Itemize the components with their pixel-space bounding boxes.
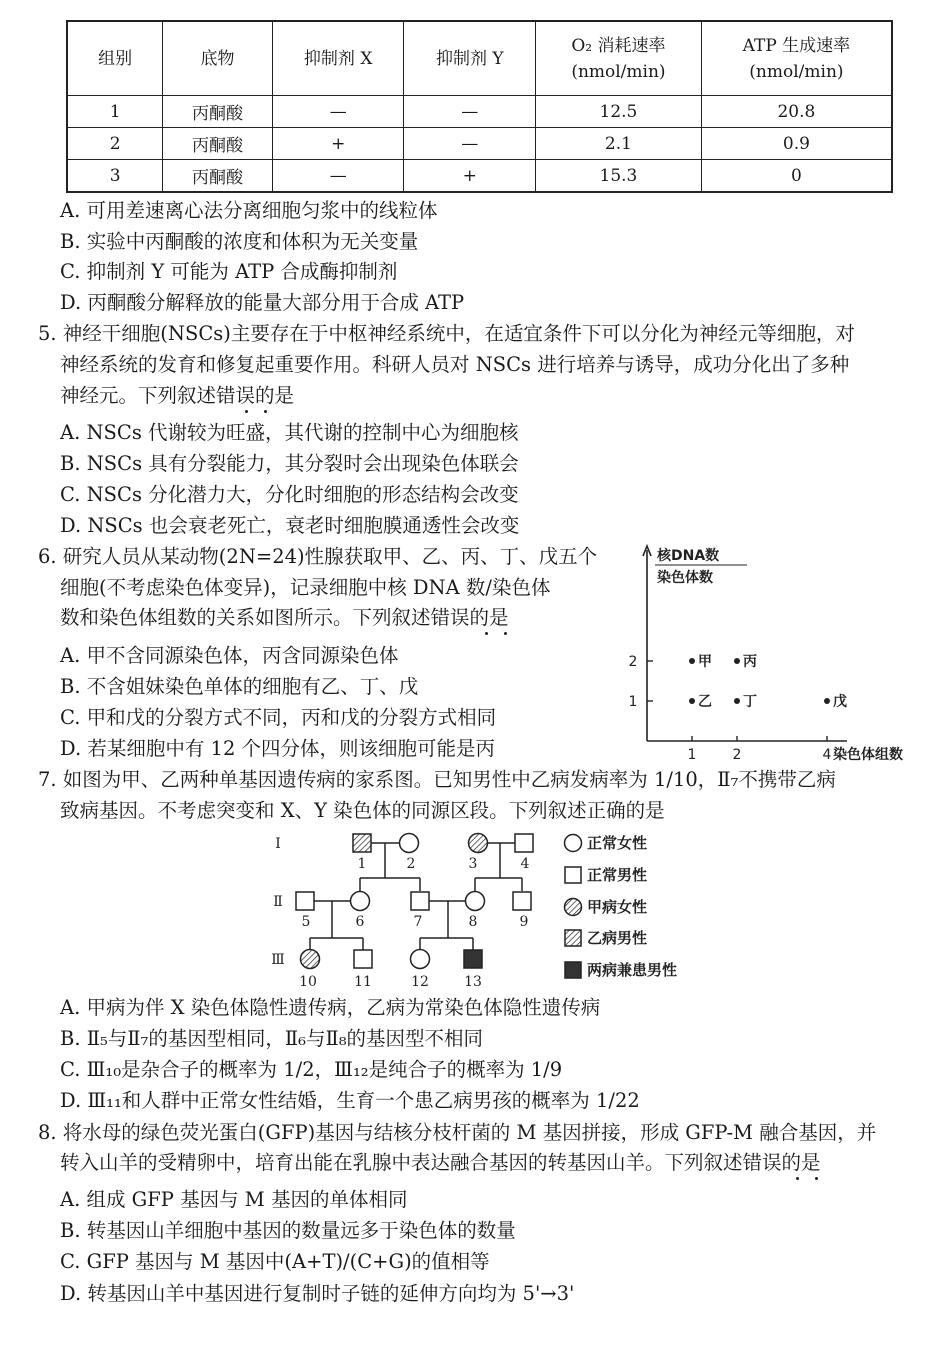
table-cell: 丙酮酸 bbox=[163, 128, 273, 160]
legend-normal-female-icon bbox=[565, 835, 582, 852]
table-cell: 丙酮酸 bbox=[163, 160, 273, 193]
table-cell: — bbox=[272, 160, 404, 193]
q8-stem-line1: 8. 将水母的绿色荧光蛋白(GFP)基因与结核分枝杆菌的 M 基因拼接，形成 GFP-M 融合基因，并 bbox=[38, 1121, 877, 1144]
individual-iii12 bbox=[411, 950, 430, 969]
legend-normal-male-icon bbox=[565, 867, 581, 883]
legend-label: 正常男性 bbox=[587, 866, 648, 884]
data-point bbox=[734, 658, 740, 664]
q7-option-c: C. Ⅲ₁₀是杂合子的概率为 1/2，Ⅲ₁₂是纯合子的概率为 1/9 bbox=[60, 1058, 563, 1081]
legend-both-diseases-male-icon bbox=[565, 962, 581, 978]
table-cell: 丙酮酸 bbox=[163, 96, 273, 128]
q5-option-a: A. NSCs 代谢较为旺盛，其代谢的控制中心为细胞核 bbox=[60, 421, 519, 444]
emphasis-dot bbox=[245, 410, 248, 413]
q6-stem-line1: 6. 研究人员从某动物(2N=24)性腺获取甲、乙、丙、丁、戊五个 bbox=[38, 545, 598, 568]
q7-option-d: D. Ⅲ₁₁和人群中正常女性结婚，生育一个患乙病男孩的概率为 1/22 bbox=[60, 1089, 640, 1112]
data-point-label: 戊 bbox=[833, 694, 847, 710]
q8-stem-line2: 转入山羊的受精卵中，培育出能在乳腺中表达融合基因的转基因山羊。下列叙述错误的是 bbox=[60, 1151, 821, 1174]
table-cell: + bbox=[272, 128, 404, 160]
q5-option-b: B. NSCs 具有分裂能力，其分裂时会出现染色体联会 bbox=[60, 452, 519, 475]
pedigree-diagram bbox=[260, 826, 720, 996]
emphasis-dot bbox=[815, 1177, 818, 1180]
individual-number: 8 bbox=[468, 914, 478, 930]
individual-number: 13 bbox=[464, 974, 482, 990]
dna-chromosome-chart bbox=[625, 540, 925, 768]
individual-i3 bbox=[469, 834, 488, 853]
y-tick-label: 2 bbox=[628, 654, 638, 670]
q8-option-c: C. GFP 基因与 M 基因中(A+T)/(C+G)的值相等 bbox=[60, 1250, 490, 1273]
x-tick-label: 2 bbox=[732, 747, 742, 763]
individual-i2 bbox=[400, 834, 419, 853]
emphasis-dot bbox=[485, 632, 488, 635]
y-axis-label-top: 核DNA数 bbox=[657, 548, 720, 564]
table-row bbox=[67, 96, 892, 128]
x-tick-label: 4 bbox=[822, 747, 832, 763]
x-tick-label: 1 bbox=[687, 747, 697, 763]
individual-number: 5 bbox=[301, 914, 311, 930]
individual-number: 3 bbox=[468, 856, 478, 872]
q8-option-a: A. 组成 GFP 基因与 M 基因的单体相同 bbox=[60, 1188, 408, 1211]
q6-option-b: B. 不含姐妹染色单体的细胞有乙、丁、戊 bbox=[60, 675, 419, 698]
emphasis-dot bbox=[796, 1177, 799, 1180]
individual-number: 12 bbox=[411, 974, 429, 990]
q6-option-c: C. 甲和戊的分裂方式不同，丙和戊的分裂方式相同 bbox=[60, 706, 497, 729]
header-o2-rate: O₂ 消耗速率 (nmol/min) bbox=[536, 21, 702, 96]
individual-iii10 bbox=[301, 950, 320, 969]
table-cell: 0.9 bbox=[701, 128, 892, 160]
table-header-row bbox=[67, 21, 892, 96]
table-cell: 0 bbox=[701, 160, 892, 193]
legend-label: 甲病女性 bbox=[587, 898, 648, 916]
individual-iii11 bbox=[354, 950, 372, 968]
q4-option-b: B. 实验中丙酮酸的浓度和体积为无关变量 bbox=[60, 230, 419, 253]
generation-label: Ⅲ bbox=[271, 952, 285, 968]
individual-ii5 bbox=[296, 892, 314, 910]
q6-option-d: D. 若某细胞中有 12 个四分体，则该细胞可能是丙 bbox=[60, 737, 496, 760]
q5-stem-line1: 5. 神经干细胞(NSCs)主要存在于中枢神经系统中，在适宜条件下可以分化为神经元等细胞，对 bbox=[38, 322, 855, 345]
q5-option-c: C. NSCs 分化潜力大，分化时细胞的形态结构会改变 bbox=[60, 483, 519, 506]
data-point bbox=[824, 698, 830, 704]
individual-number: 1 bbox=[357, 856, 367, 872]
q8-option-b: B. 转基因山羊细胞中基因的数量远多于染色体的数量 bbox=[60, 1219, 516, 1242]
individual-number: 10 bbox=[299, 974, 317, 990]
individual-number: 11 bbox=[354, 974, 372, 990]
q7-option-a: A. 甲病为伴 X 染色体隐性遗传病，乙病为常染色体隐性遗传病 bbox=[60, 996, 601, 1019]
legend-disease-b-male-icon bbox=[565, 930, 581, 946]
q7-stem-line1: 7. 如图为甲、乙两种单基因遗传病的家系图。已知男性中乙病发病率为 1/10，Ⅱ₇不携带乙病 bbox=[38, 768, 836, 791]
table-row bbox=[67, 160, 892, 193]
individual-number: 6 bbox=[355, 914, 365, 930]
q4-option-d: D. 丙酮酸分解释放的能量大部分用于合成 ATP bbox=[60, 291, 465, 314]
table-cell: 12.5 bbox=[536, 96, 702, 128]
table-cell: 2.1 bbox=[536, 128, 702, 160]
q4-option-a: A. 可用差速离心法分离细胞匀浆中的线粒体 bbox=[60, 199, 438, 222]
individual-ii8 bbox=[466, 892, 485, 911]
table-cell: 1 bbox=[67, 96, 163, 128]
y-tick-label: 1 bbox=[628, 694, 638, 710]
q4-option-c: C. 抑制剂 Y 可能为 ATP 合成酶抑制剂 bbox=[60, 260, 398, 283]
data-point-label: 丁 bbox=[743, 694, 757, 710]
table-cell: 3 bbox=[67, 160, 163, 193]
header-inhibitor-x: 抑制剂 X bbox=[272, 21, 404, 96]
data-point-label: 乙 bbox=[698, 694, 712, 710]
individual-number: 4 bbox=[520, 856, 530, 872]
legend-label: 两病兼患男性 bbox=[587, 961, 678, 979]
data-point-label: 丙 bbox=[743, 654, 757, 670]
individual-iii13 bbox=[464, 950, 482, 968]
table-cell: — bbox=[272, 96, 404, 128]
data-point bbox=[689, 658, 695, 664]
header-atp-rate: ATP 生成速率 (nmol/min) bbox=[701, 21, 892, 96]
emphasis-dot bbox=[264, 410, 267, 413]
legend-label: 乙病男性 bbox=[587, 929, 648, 947]
q6-option-a: A. 甲不含同源染色体，丙含同源染色体 bbox=[60, 644, 399, 667]
data-point bbox=[689, 698, 695, 704]
table-cell: 2 bbox=[67, 128, 163, 160]
table-cell: — bbox=[404, 128, 536, 160]
q6-stem-line3: 数和染色体组数的关系如图所示。下列叙述错误的是 bbox=[60, 606, 509, 629]
table-cell: + bbox=[404, 160, 536, 193]
emphasis-dot bbox=[504, 632, 507, 635]
q5-stem-line2: 神经系统的发育和修复起重要作用。科研人员对 NSCs 进行培养与诱导，成功分化出了多种 bbox=[60, 353, 850, 376]
q6-stem-line2: 细胞(不考虑染色体变异)，记录细胞中核 DNA 数/染色体 bbox=[60, 576, 551, 599]
x-axis-label: 染色体组数 bbox=[833, 747, 903, 763]
individual-i1 bbox=[353, 834, 371, 852]
q8-option-d: D. 转基因山羊中基因进行复制时子链的延伸方向均为 5'→3' bbox=[60, 1282, 575, 1305]
table-cell: — bbox=[404, 96, 536, 128]
individual-ii9 bbox=[513, 892, 531, 910]
generation-label: Ⅱ bbox=[273, 894, 283, 910]
legend-label: 正常女性 bbox=[587, 834, 648, 852]
individual-number: 2 bbox=[406, 856, 416, 872]
individual-number: 9 bbox=[519, 914, 529, 930]
generation-label: Ⅰ bbox=[275, 836, 281, 852]
header-substrate: 底物 bbox=[163, 21, 273, 96]
individual-ii7 bbox=[411, 892, 429, 910]
q7-option-b: B. Ⅱ₅与Ⅱ₇的基因型相同，Ⅱ₆与Ⅱ₈的基因型不相同 bbox=[60, 1027, 484, 1050]
data-point-label: 甲 bbox=[698, 654, 712, 670]
header-inhibitor-y: 抑制剂 Y bbox=[404, 21, 536, 96]
q7-stem-line2: 致病基因。不考虑突变和 X、Y 染色体的同源区段。下列叙述正确的是 bbox=[60, 799, 665, 822]
table-row bbox=[67, 128, 892, 160]
header-group: 组别 bbox=[67, 21, 163, 96]
data-point bbox=[734, 698, 740, 704]
experiment-table bbox=[66, 20, 893, 193]
y-axis-label-bottom: 染色体数 bbox=[657, 570, 713, 586]
individual-ii6 bbox=[351, 892, 370, 911]
table-cell: 15.3 bbox=[536, 160, 702, 193]
q5-stem-line3: 神经元。下列叙述错误的是 bbox=[60, 384, 295, 407]
individual-number: 7 bbox=[413, 914, 423, 930]
individual-i4 bbox=[515, 834, 533, 852]
table-cell: 20.8 bbox=[701, 96, 892, 128]
legend-disease-a-female-icon bbox=[565, 899, 582, 916]
q5-option-d: D. NSCs 也会衰老死亡，衰老时细胞膜通透性会改变 bbox=[60, 514, 520, 537]
